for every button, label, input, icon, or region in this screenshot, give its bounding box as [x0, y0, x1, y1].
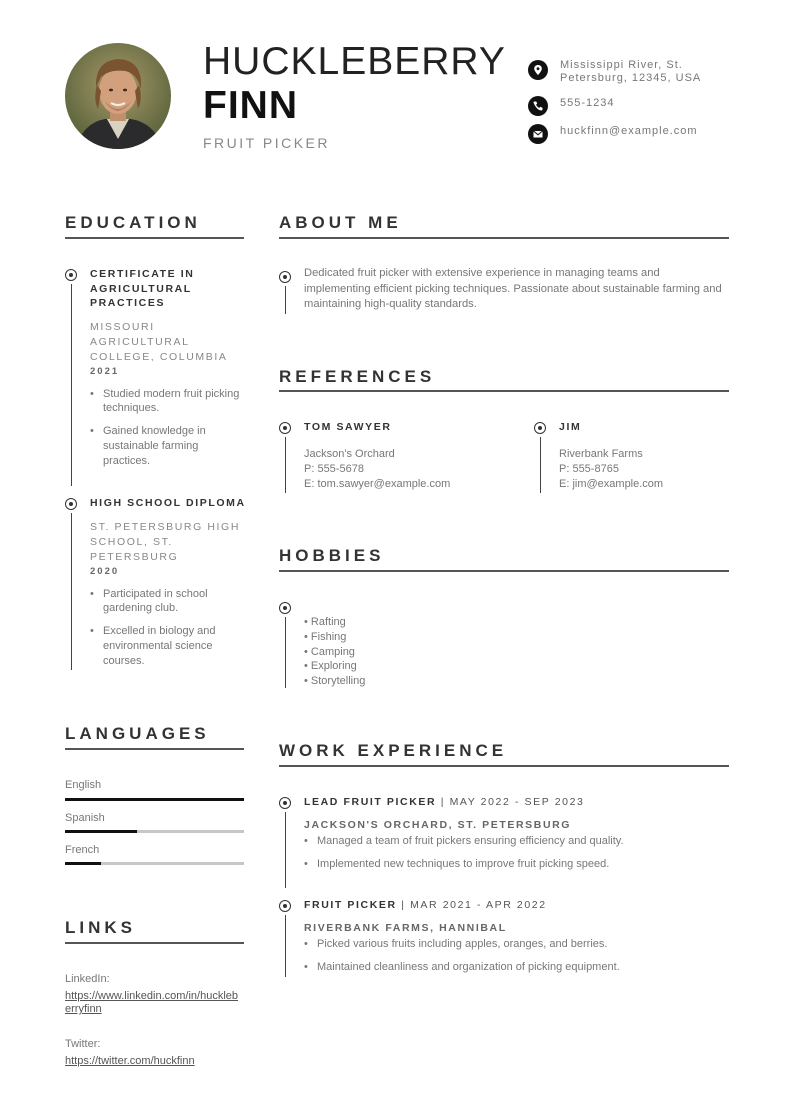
work-rule	[279, 765, 729, 767]
list-item: • Exploring	[304, 660, 357, 673]
list-item: • Managed a team of fruit pickers ensuring efficiency and quality.	[304, 834, 729, 849]
language-name: French	[65, 844, 100, 856]
reference-company: Riverbank Farms	[559, 448, 643, 460]
list-item: • Picked various fruits including apples, oranges, and berries.	[304, 937, 729, 952]
language-name: Spanish	[65, 812, 105, 824]
work-item	[304, 899, 729, 983]
timeline-dot	[65, 498, 77, 510]
link-label: LinkedIn:	[65, 973, 110, 985]
timeline-dot	[534, 422, 546, 434]
language-bar	[65, 830, 244, 833]
education-bullets	[90, 387, 240, 469]
job-heading	[304, 796, 729, 808]
linkedin-link[interactable]: https://www.linkedin.com/in/huckleberryfinn	[65, 989, 239, 1015]
email-text: huckfinn@example.com	[560, 125, 698, 137]
list-item: • Storytelling	[304, 675, 366, 688]
avatar	[65, 43, 171, 149]
reference-email: E: jim@example.com	[559, 478, 664, 490]
references-rule	[279, 390, 729, 392]
first-name: HUCKLEBERRY	[203, 40, 506, 83]
language-bar-fill	[65, 862, 101, 865]
reference-item	[559, 421, 729, 492]
languages-rule	[65, 748, 244, 750]
education-item	[90, 496, 246, 676]
education-degree: CERTIFICATE IN AGRICULTURAL PRACTICES	[90, 268, 195, 309]
job-bullets	[304, 937, 729, 975]
job-dates: | MAY 2022 - SEP 2023	[436, 796, 585, 808]
languages-heading: LANGUAGES	[65, 724, 210, 743]
references-heading: REFERENCES	[279, 367, 436, 386]
language-name: English	[65, 779, 102, 791]
reference-item	[304, 421, 524, 492]
reference-company: Jackson's Orchard	[304, 448, 395, 460]
language-bar-fill	[65, 830, 137, 833]
education-year: 2020	[90, 565, 120, 577]
list-item: • Implemented new techniques to improve fruit picking speed.	[304, 857, 729, 872]
envelope-icon	[528, 124, 548, 144]
list-item: • Excelled in biology and environmental science courses.	[90, 624, 240, 668]
job-bullets	[304, 834, 729, 872]
about-text: Dedicated fruit picker with extensive experience in managing teams and implementing efficient picking techniques. Passionate about sustainable farming and maintaining high-quality standards.	[304, 267, 722, 310]
list-item: • Participated in school gardening club.	[90, 587, 240, 617]
phone-icon	[528, 96, 548, 116]
list-item: • Rafting	[304, 616, 346, 628]
education-item	[90, 267, 240, 476]
education-degree: HIGH SCHOOL DIPLOMA	[90, 497, 246, 509]
job-position: FRUIT PICKER	[304, 899, 397, 911]
education-heading: EDUCATION	[65, 213, 201, 232]
job-position: LEAD FRUIT PICKER	[304, 796, 437, 808]
about-rule	[279, 237, 729, 239]
list-item: • Gained knowledge in sustainable farming practices.	[90, 424, 240, 468]
education-bullets	[90, 587, 240, 669]
timeline-line	[71, 284, 72, 486]
education-school: MISSOURI AGRICULTURAL COLLEGE, COLUMBIA	[90, 320, 228, 363]
contact-email	[528, 124, 720, 144]
timeline-line	[285, 437, 286, 493]
reference-phone: P: 555-8765	[559, 463, 619, 475]
language-bar	[65, 798, 244, 801]
work-item	[304, 796, 729, 880]
timeline-dot	[279, 271, 291, 283]
timeline-dot	[279, 797, 291, 809]
timeline-line	[285, 617, 286, 688]
list-item: • Studied modern fruit picking techniques.	[90, 387, 240, 417]
last-name: FINN	[203, 84, 298, 127]
reference-name: TOM SAWYER	[304, 421, 392, 433]
link-linkedin	[65, 973, 243, 1017]
language-bar-fill	[65, 798, 244, 801]
hobbies-heading: HOBBIES	[279, 546, 385, 565]
job-title: FRUIT PICKER	[203, 135, 330, 151]
hobbies-rule	[279, 570, 729, 572]
timeline-line	[540, 437, 541, 493]
phone-text: 555-1234	[560, 97, 615, 109]
location-pin-icon	[528, 60, 548, 80]
job-company: RIVERBANK FARMS, HANNIBAL	[304, 922, 507, 934]
link-label: Twitter:	[65, 1038, 101, 1050]
education-rule	[65, 237, 244, 239]
about-heading: ABOUT ME	[279, 213, 402, 232]
address-text: Mississippi River, St. Petersburg, 12345, USA	[560, 59, 702, 84]
contact-phone	[528, 96, 720, 116]
timeline-dot	[279, 602, 291, 614]
timeline-dot	[279, 900, 291, 912]
job-dates: | MAR 2021 - APR 2022	[396, 899, 547, 911]
list-item: • Fishing	[304, 630, 347, 643]
twitter-link[interactable]: https://twitter.com/huckfinn	[65, 1054, 195, 1067]
profile-photo	[65, 43, 171, 149]
hobby-list	[304, 615, 504, 689]
timeline-line	[285, 812, 286, 888]
timeline-line	[71, 513, 72, 670]
links-heading: LINKS	[65, 918, 136, 937]
reference-name: JIM	[559, 421, 582, 433]
job-company: JACKSON'S ORCHARD, ST. PETERSBURG	[304, 819, 572, 831]
education-year: 2021	[90, 365, 120, 377]
timeline-line	[285, 286, 286, 314]
links-rule	[65, 942, 244, 944]
timeline-line	[285, 915, 286, 977]
contact-address	[528, 60, 720, 85]
timeline-dot	[65, 269, 77, 281]
reference-phone: P: 555-5678	[304, 463, 364, 475]
list-item: • Maintained cleanliness and organization of picking equipment.	[304, 960, 729, 975]
timeline-dot	[279, 422, 291, 434]
job-heading	[304, 899, 729, 911]
reference-email: E: tom.sawyer@example.com	[304, 478, 451, 490]
list-item: • Camping	[304, 645, 355, 658]
work-heading: WORK EXPERIENCE	[279, 741, 508, 760]
education-school: ST. PETERSBURG HIGH SCHOOL, ST. PETERSBURG	[90, 520, 241, 563]
link-twitter	[65, 1038, 243, 1068]
language-bar	[65, 862, 244, 865]
